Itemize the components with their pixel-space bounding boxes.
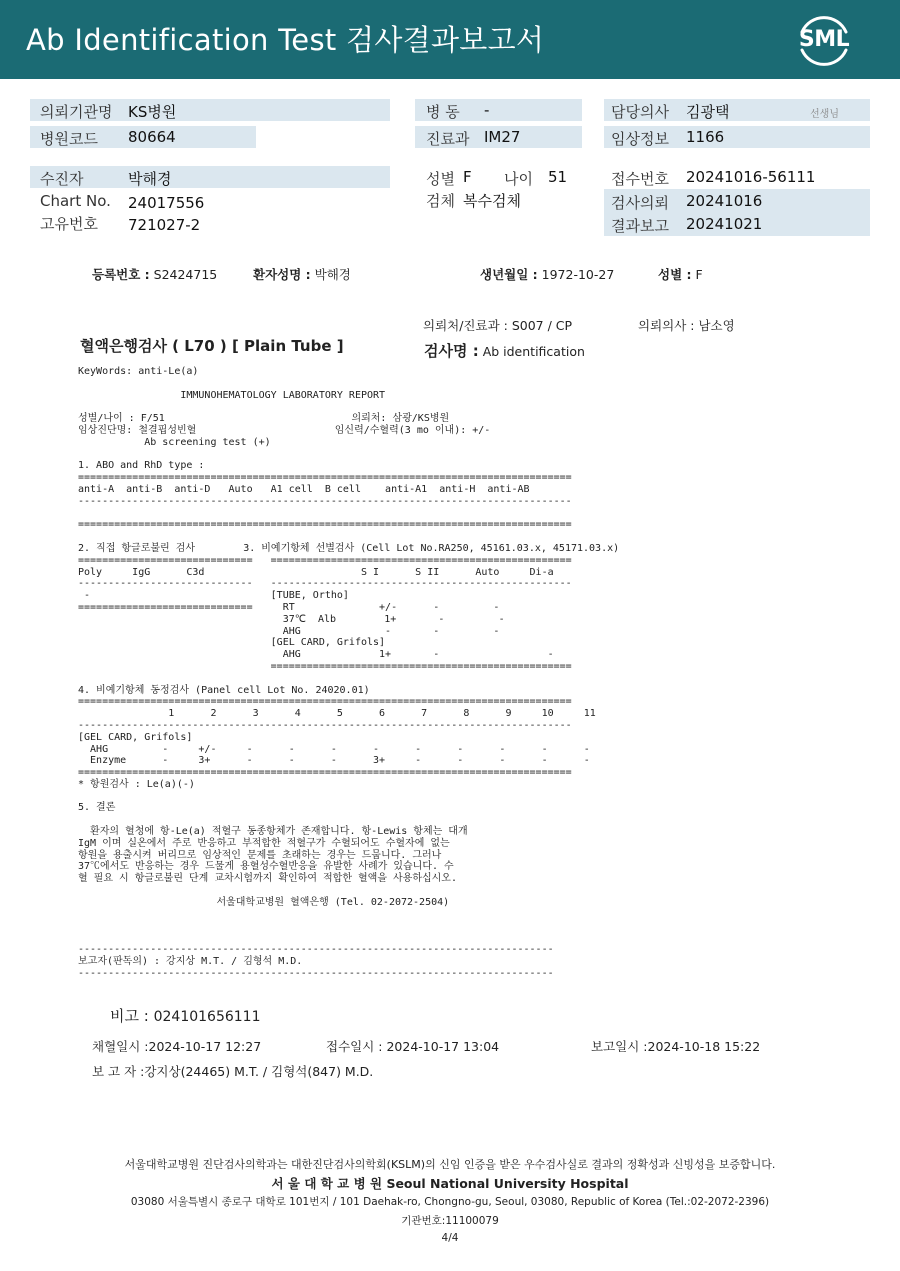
report-line: [78, 909, 619, 921]
report-line: 환자의 혈청에 항-Le(a) 적혈구 동종항체가 존재합니다. 항-Lewis 항체는 대개: [78, 826, 468, 838]
test-name-value: Ab identification: [482, 344, 585, 359]
doctor-suffix: 선생님: [810, 109, 839, 120]
req-doctor-line: 의뢰의사 : 남소영: [638, 318, 735, 333]
clinical-label: 임상정보: [611, 130, 669, 148]
report-line: [78, 920, 619, 932]
report-line: anti-A anti-B anti-D Auto A1 cell B cell anti-A1 anti-H anti-AB: [78, 483, 530, 495]
clinical-value: 1166: [686, 128, 725, 146]
report-line: 보고자(판독의) : 강지상 M.T. / 김형석 M.D.: [78, 955, 303, 967]
report-line: AHG - +/- - - - - - - - - -: [78, 743, 590, 755]
report-line: Ab screening test (+): [78, 436, 271, 448]
remark-line: [110, 1005, 260, 1026]
request-value: 20241016: [686, 192, 763, 210]
name-label: 환자성명 :: [253, 267, 311, 282]
report-header: [0, 0, 900, 79]
report-line: [78, 508, 619, 520]
report-line: [GEL CARD, Grifols]: [78, 637, 386, 649]
report-line: [78, 401, 619, 413]
reg-value: S2424715: [153, 267, 218, 282]
report-line: [78, 449, 619, 461]
report-line: Poly IgG C3d S I S II Auto Di-a: [78, 566, 554, 578]
institution-value: KS병원: [128, 103, 177, 121]
patient-label: 수진자: [40, 170, 84, 188]
ward-label: 병 동: [426, 103, 460, 121]
result-label: 결과보고: [611, 217, 669, 235]
collect-label: 채혈일시 :: [92, 1039, 149, 1054]
report-line: 임상진단명: 철결핍성빈혈 임신력/수혈력(3 mo 이내): +/-: [78, 424, 491, 436]
receipt-label: 접수번호: [611, 170, 669, 188]
report-sex-value: F: [695, 267, 703, 282]
report-line: 1. ABO and RhD type :: [78, 460, 205, 472]
report-line: [GEL CARD, Grifols]: [78, 731, 193, 743]
patient-name: [253, 265, 351, 283]
report-line: KeyWords: anti-Le(a): [78, 366, 199, 377]
report-line: 혈 필요 시 항글로불린 단계 교차시험까지 확인하여 적합한 혈액을 사용하십시오.: [78, 873, 457, 885]
reporter-line: [92, 1062, 373, 1080]
birth-date: [480, 265, 614, 283]
report-line: 서울대학교병원 혈액은행 (Tel. 02-2072-2504): [78, 896, 450, 908]
report-line: [78, 673, 619, 685]
receive-label: 접수일시 :: [326, 1039, 383, 1054]
receipt-value: 20241016-56111: [686, 168, 816, 186]
report-line: ============================= RT +/- - -: [78, 601, 500, 613]
immunohematology-report-body: [78, 366, 619, 979]
doctor-value: 김광택: [686, 103, 730, 121]
report-line: IgM 이며 실온에서 주로 반응하고 부적합한 적혈구가 수혈되어도 수혈자에 없는: [78, 837, 450, 849]
report-line: [78, 814, 619, 826]
registration-number: [92, 265, 217, 283]
report-line: - [TUBE, Ortho]: [78, 590, 349, 602]
report-line: [78, 791, 619, 803]
reporter-label: 보 고 자 :: [92, 1064, 145, 1079]
dept-line: 의뢰처/진료과 : S007 / CP: [423, 318, 573, 333]
report-value: 2024-10-18 15:22: [647, 1039, 761, 1054]
report-line: ==================================================: [78, 660, 572, 672]
report-line: ----------------------------- --------------------------------------------------: [78, 578, 572, 590]
report-line: [78, 932, 619, 944]
test-name: [424, 340, 585, 361]
test-category: 혈액은행검사 ( L70 ) [ Plain Tube ]: [80, 337, 344, 355]
report-line: AHG 1+ - -: [78, 649, 554, 661]
sex-label: 성별: [426, 170, 455, 188]
page-number: 4/4: [441, 1232, 459, 1244]
patient-row: [30, 166, 390, 188]
report-line: [78, 378, 619, 390]
report-line: AHG - - -: [78, 625, 500, 637]
chart-label: Chart No.: [40, 192, 111, 210]
birth-value: 1972-10-27: [541, 267, 615, 282]
report-line: ============================= ==================================================: [78, 554, 572, 566]
report-line: ==================================================================================: [78, 767, 572, 779]
ward-value: -: [484, 101, 490, 119]
receive-value: 2024-10-17 13:04: [386, 1039, 500, 1054]
report-line: [78, 885, 619, 897]
report-line: 2. 직접 항글로불린 검사 3. 비예기항체 선별검사 (Cell Lot No.RA250, 45161.03.x, 45171.03.x): [78, 542, 620, 554]
test-name-label: 검사명 :: [424, 342, 479, 360]
hospital-code-value: 80664: [128, 128, 176, 146]
report-line: Enzyme - 3+ - - - 3+ - - - - -: [78, 755, 590, 767]
report-line: 1 2 3 4 5 6 7 8 9 10 11: [78, 708, 596, 720]
report-line: ----------------------------------------------------------------------------------: [78, 719, 572, 731]
report-line: ==================================================================================: [78, 472, 572, 484]
report-line: 37℃에서도 반응하는 경우 드물게 용혈성수혈반응을 유발한 사례가 있습니다. 수: [78, 861, 454, 873]
receive-time: [326, 1037, 499, 1055]
report-line: 4. 비예기항체 동정검사 (Panel cell Lot No. 24020.01): [78, 684, 370, 696]
organization-number: 기관번호:11100079: [401, 1215, 499, 1227]
report-line: ----------------------------------------------------------------------------------: [78, 495, 572, 507]
sml-logo: [794, 12, 854, 68]
patient-value: 박해경: [128, 170, 172, 188]
hospital-address: 03080 서울특별시 종로구 대학로 101번지 / 101 Daehak-ro, Chongno-gu, Seoul, 03080, Republic of Korea (Tel.:02-2072-2396): [130, 1196, 770, 1208]
chart-value: 24017556: [128, 194, 205, 212]
result-value: 20241021: [686, 215, 763, 233]
collect-value: 2024-10-17 12:27: [148, 1039, 262, 1054]
report-line: 37℃ Alb 1+ - -: [78, 613, 505, 625]
certification-text: 서울대학교병원 진단검사의학과는 대한진단검사의학회(KSLM)의 신임 인증을 받은 우수검사실로 결과의 정확성과 신빙성을 보증합니다.: [124, 1158, 776, 1171]
report-line: * 항원검사 : Le(a)(-): [78, 778, 195, 790]
institution-label: 의뢰기관명: [40, 103, 113, 121]
name-value: 박해경: [314, 267, 351, 282]
specimen-label: 검체: [426, 192, 455, 210]
hospital-name: 서 울 대 학 교 병 원 Seoul National University Hospital: [271, 1176, 629, 1191]
remark-label: 비고 :: [110, 1007, 149, 1025]
birth-label: 생년월일 :: [480, 267, 538, 282]
department-label: 진료과: [426, 130, 470, 148]
report-sex-label: 성별 :: [658, 267, 692, 282]
report-line: ==================================================================================: [78, 519, 572, 531]
report-line: ==================================================================================: [78, 696, 572, 708]
report-title: Ab Identification Test 검사결과보고서: [26, 23, 545, 57]
remark-value: 024101656111: [153, 1009, 261, 1025]
hospital-code-label: 병원코드: [40, 130, 98, 148]
report-line: -------------------------------------------------------------------------------: [78, 967, 554, 979]
report-line: 성별/나이 : F/51 의뢰처: 삼광/KS병원: [78, 413, 450, 425]
report-line: 항원을 용출시켜 버리므로 임상적인 문제를 초래하는 경우는 드뭅니다. 그러나: [78, 849, 442, 861]
request-label: 검사의뢰: [611, 194, 669, 212]
department-value: IM27: [484, 128, 521, 146]
doctor-label: 담당의사: [611, 103, 669, 121]
report-line: [78, 531, 619, 543]
reporter-value: 강지상(24465) M.T. / 김형석(847) M.D.: [144, 1064, 374, 1079]
age-label: 나이: [504, 170, 533, 188]
report-line: IMMUNOHEMATOLOGY LABORATORY REPORT: [78, 389, 386, 401]
unique-value: 721027-2: [128, 216, 201, 234]
unique-label: 고유번호: [40, 215, 98, 233]
age-value: 51: [548, 168, 568, 186]
report-line: -------------------------------------------------------------------------------: [78, 944, 554, 956]
sex-value: F: [463, 168, 472, 186]
logo-text: SML: [798, 27, 850, 52]
reg-label: 등록번호 :: [92, 267, 150, 282]
report-time: [591, 1037, 760, 1055]
collect-time: [92, 1037, 261, 1055]
report-sex: [658, 265, 703, 283]
report-label: 보고일시 :: [591, 1039, 648, 1054]
report-line: 5. 결론: [78, 802, 116, 814]
specimen-value: 복수검체: [463, 192, 521, 210]
